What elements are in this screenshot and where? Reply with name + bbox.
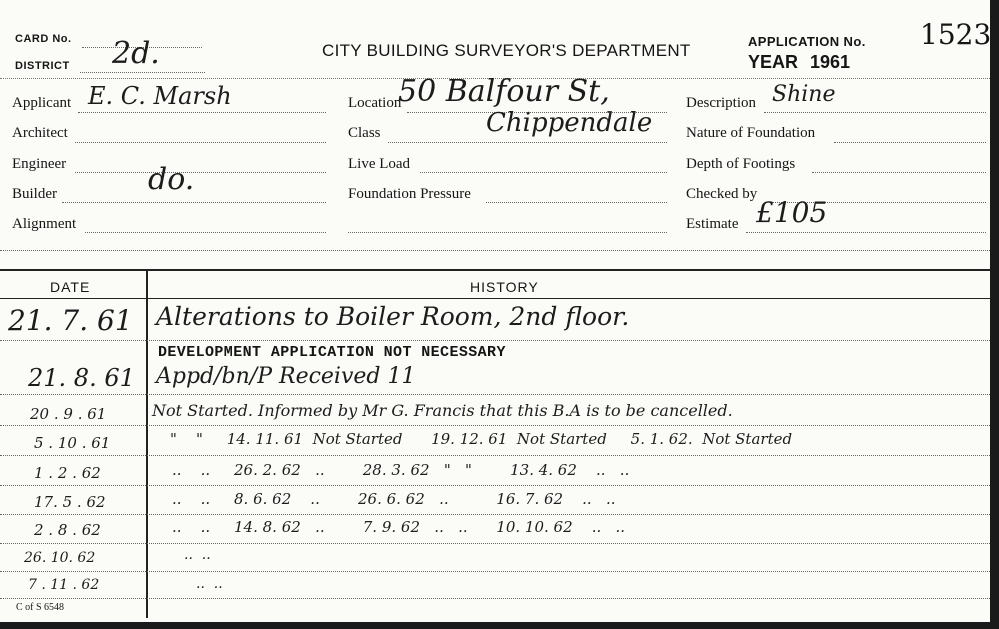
year-value: 1961	[810, 52, 851, 72]
district-label: DISTRICT	[15, 60, 70, 72]
nature-of-foundation-label: Nature of Foundation	[686, 125, 816, 141]
department-title: CITY BUILDING SURVEYOR'S DEPARTMENT	[322, 41, 691, 60]
col2-blank-line	[348, 232, 667, 233]
live-load-label: Live Load	[348, 156, 411, 172]
depth-of-footings-label: Depth of Footings	[686, 156, 796, 172]
engineer-line	[75, 172, 326, 173]
history-date: 17. 5 . 62	[34, 493, 106, 511]
history-top-rule	[0, 269, 990, 271]
history-entry: .. ..	[196, 576, 223, 592]
history-date: 20 . 9 . 61	[30, 405, 107, 423]
foundation-pressure-line	[486, 202, 667, 203]
history-entry: .. .. 26. 2. 62 .. 28. 3. 62 " " 13. 4. 62 .. ..	[172, 461, 630, 479]
row-line	[0, 543, 990, 544]
description-value: Shine	[772, 82, 836, 107]
row-line	[0, 514, 990, 515]
builder-line	[62, 202, 326, 203]
row-line	[0, 571, 990, 572]
class-line	[388, 142, 667, 143]
nature-of-foundation-line	[834, 142, 986, 143]
history-entry: Appd/bn/P Received 11	[156, 364, 416, 389]
history-entry: .. .. 14. 8. 62 .. 7. 9. 62 .. .. 10. 10. 62 .. ..	[172, 518, 626, 536]
builder-label: Builder	[12, 186, 57, 202]
description-line	[764, 112, 986, 113]
estimate-label: Estimate	[686, 216, 739, 232]
estimate-line	[746, 232, 986, 233]
history-header: HISTORY	[470, 279, 539, 295]
row-line	[0, 485, 990, 486]
builder-value: do.	[148, 162, 195, 197]
history-date: 7 . 11 . 62	[28, 577, 100, 593]
architect-line	[75, 142, 326, 143]
location-label: Location	[348, 95, 402, 111]
development-stamp: DEVELOPMENT APPLICATION NOT NECESSARY	[158, 344, 506, 361]
history-date: 2 . 8 . 62	[34, 521, 101, 539]
fields-bottom-line	[0, 250, 990, 251]
engineer-label: Engineer	[12, 156, 67, 172]
card-no-label: CARD No.	[15, 33, 72, 45]
foundation-pressure-label: Foundation Pressure	[348, 186, 471, 202]
history-entry: .. ..	[184, 547, 211, 563]
district-value: 2d.	[112, 36, 160, 71]
date-column-divider	[146, 270, 148, 618]
row-line	[0, 340, 990, 341]
history-date: 1 . 2 . 62	[34, 464, 101, 482]
history-header-rule	[0, 298, 990, 299]
history-entry: .. .. 8. 6. 62 .. 26. 6. 62 .. 16. 7. 62 .. ..	[172, 490, 616, 508]
row-line	[0, 455, 990, 456]
row-line	[0, 394, 990, 395]
year-label: YEAR	[748, 52, 799, 72]
history-entry: Not Started. Informed by Mr G. Francis that this B.A is to be cancelled.	[152, 401, 733, 420]
footer-form-code: C of S 6548	[16, 602, 65, 613]
application-number: 1523	[920, 18, 992, 51]
history-entry: Alterations to Boiler Room, 2nd floor.	[156, 302, 630, 331]
history-entry: " " 14. 11. 61 Not Started 19. 12. 61 Not Started 5. 1. 62. Not Started	[170, 430, 793, 448]
applicant-value: E. C. Marsh	[88, 82, 232, 110]
architect-label: Architect	[12, 125, 68, 141]
class-label: Class	[348, 125, 381, 141]
live-load-line	[420, 172, 667, 173]
location-value-1: 50 Balfour St,	[398, 74, 610, 109]
history-date: 21. 8. 61	[28, 364, 135, 392]
description-label: Description	[686, 95, 756, 111]
history-date: 26. 10. 62	[24, 550, 96, 566]
applicant-line	[78, 112, 326, 113]
history-date: 21. 7. 61	[8, 304, 133, 337]
application-label: APPLICATION No.	[748, 34, 866, 49]
checked-by-label: Checked by	[686, 186, 758, 202]
row-line	[0, 598, 990, 599]
district-line	[80, 72, 205, 73]
alignment-label: Alignment	[12, 216, 77, 232]
estimate-value: £105	[756, 196, 828, 229]
history-date: 5 . 10 . 61	[34, 434, 111, 452]
applicant-label: Applicant	[12, 95, 72, 111]
location-value-2: Chippendale	[486, 108, 653, 138]
date-header: DATE	[50, 279, 91, 295]
depth-of-footings-line	[812, 172, 986, 173]
row-line	[0, 425, 990, 426]
alignment-line	[85, 232, 326, 233]
